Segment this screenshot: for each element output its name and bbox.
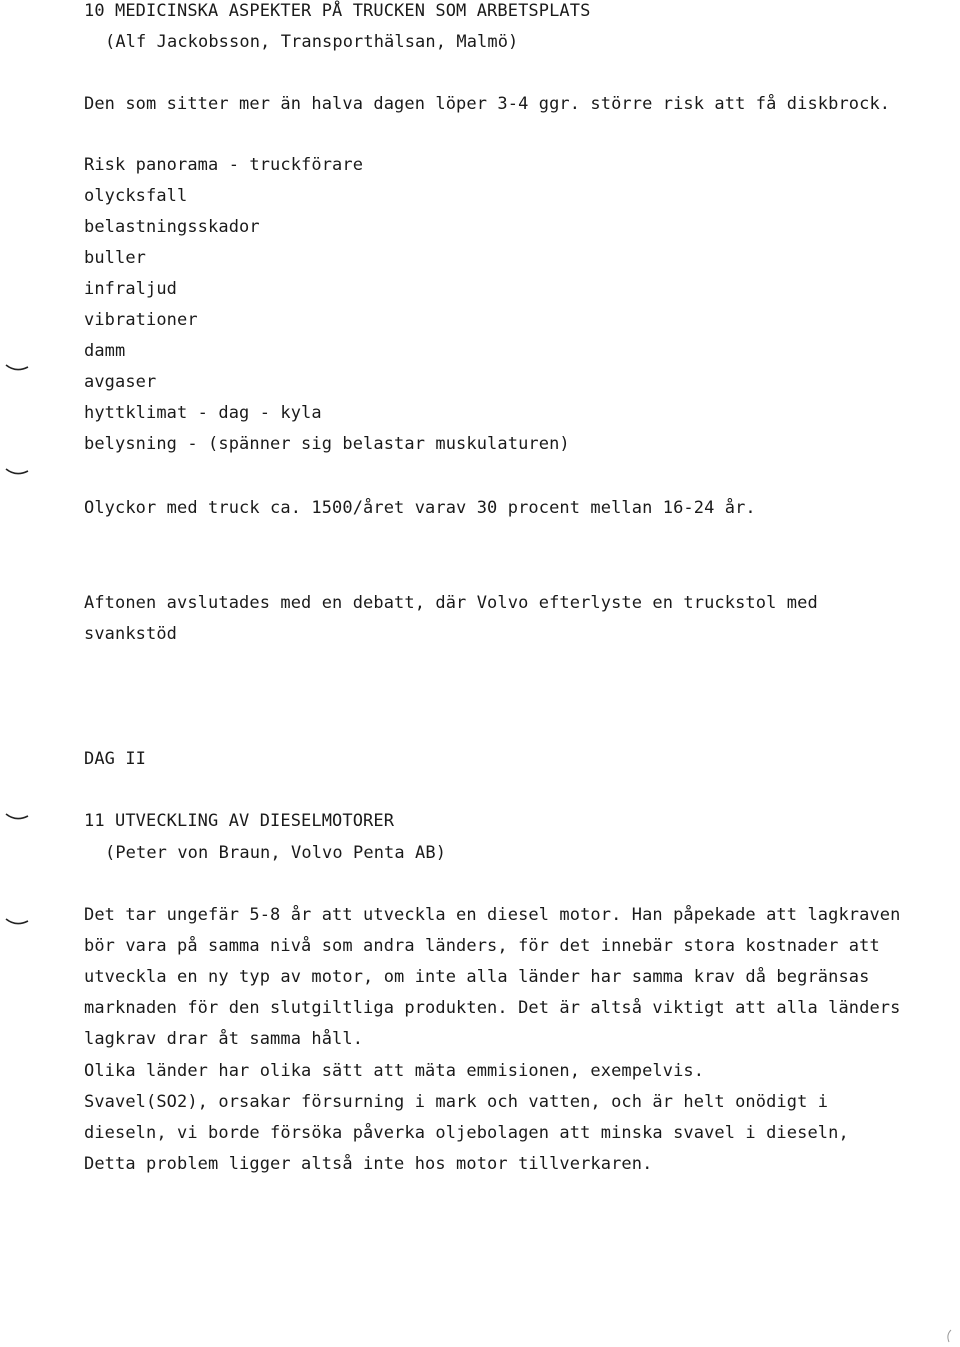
margin-punch-mark — [4, 812, 32, 822]
evening-line: svankstöd — [84, 624, 178, 644]
risk-item: infraljud — [84, 279, 178, 299]
section-10-heading: 10 MEDICINSKA ASPEKTER PÅ TRUCKEN SOM ARBETSPLATS — [84, 1, 591, 21]
risk-panorama-title: Risk panorama - truckförare — [84, 155, 364, 175]
body-line: Det tar ungefär 5-8 år att utveckla en diesel motor. Han påpekade att lagkraven — [84, 905, 901, 925]
risk-item: hyttklimat - dag - kyla — [84, 403, 322, 423]
section-11-heading: 11 UTVECKLING AV DIESELMOTORER — [84, 811, 395, 831]
intro-paragraph: Den som sitter mer än halva dagen löper 3-4 ggr. större risk att få diskbrock. — [84, 94, 891, 114]
section-11-speaker: (Peter von Braun, Volvo Penta AB) — [105, 843, 447, 863]
day-heading: DAG II — [84, 749, 147, 769]
body-line: dieseln, vi borde försöka påverka oljebolagen att minska svavel i dieseln, — [84, 1123, 849, 1143]
risk-item: damm — [84, 341, 126, 361]
risk-item: belastningsskador — [84, 217, 260, 237]
evening-line: Aftonen avslutades med en debatt, där Volvo efterlyste en truckstol med — [84, 593, 818, 613]
margin-punch-mark — [4, 467, 32, 477]
risk-item: avgaser — [84, 372, 157, 392]
body-line: utveckla en ny typ av motor, om inte alla länder har samma krav då begränsas — [84, 967, 870, 987]
margin-punch-mark — [4, 917, 32, 927]
accidents-paragraph: Olyckor med truck ca. 1500/året varav 30 procent mellan 16-24 år. — [84, 498, 756, 518]
risk-item: vibrationer — [84, 310, 198, 330]
corner-speck-mark — [944, 1328, 954, 1342]
section-10-speaker: (Alf Jackobsson, Transporthälsan, Malmö) — [105, 32, 519, 52]
body-line: Detta problem ligger altså inte hos motor tillverkaren. — [84, 1154, 653, 1174]
body-line: lagkrav drar åt samma håll. — [84, 1029, 364, 1049]
margin-punch-mark — [4, 363, 32, 373]
body-line: Svavel(SO2), orsakar försurning i mark och vatten, och är helt onödigt i — [84, 1092, 829, 1112]
risk-item: buller — [84, 248, 147, 268]
body-line: marknaden för den slutgiltliga produkten. Det är altså viktigt att alla länders — [84, 998, 901, 1018]
risk-item: belysning - (spänner sig belastar muskulaturen) — [84, 434, 570, 454]
body-line: bör vara på samma nivå som andra länders, för det innebär stora kostnader att — [84, 936, 880, 956]
risk-item: olycksfall — [84, 186, 188, 206]
body-line: Olika länder har olika sätt att mäta emmisionen, exempelvis. — [84, 1061, 705, 1081]
